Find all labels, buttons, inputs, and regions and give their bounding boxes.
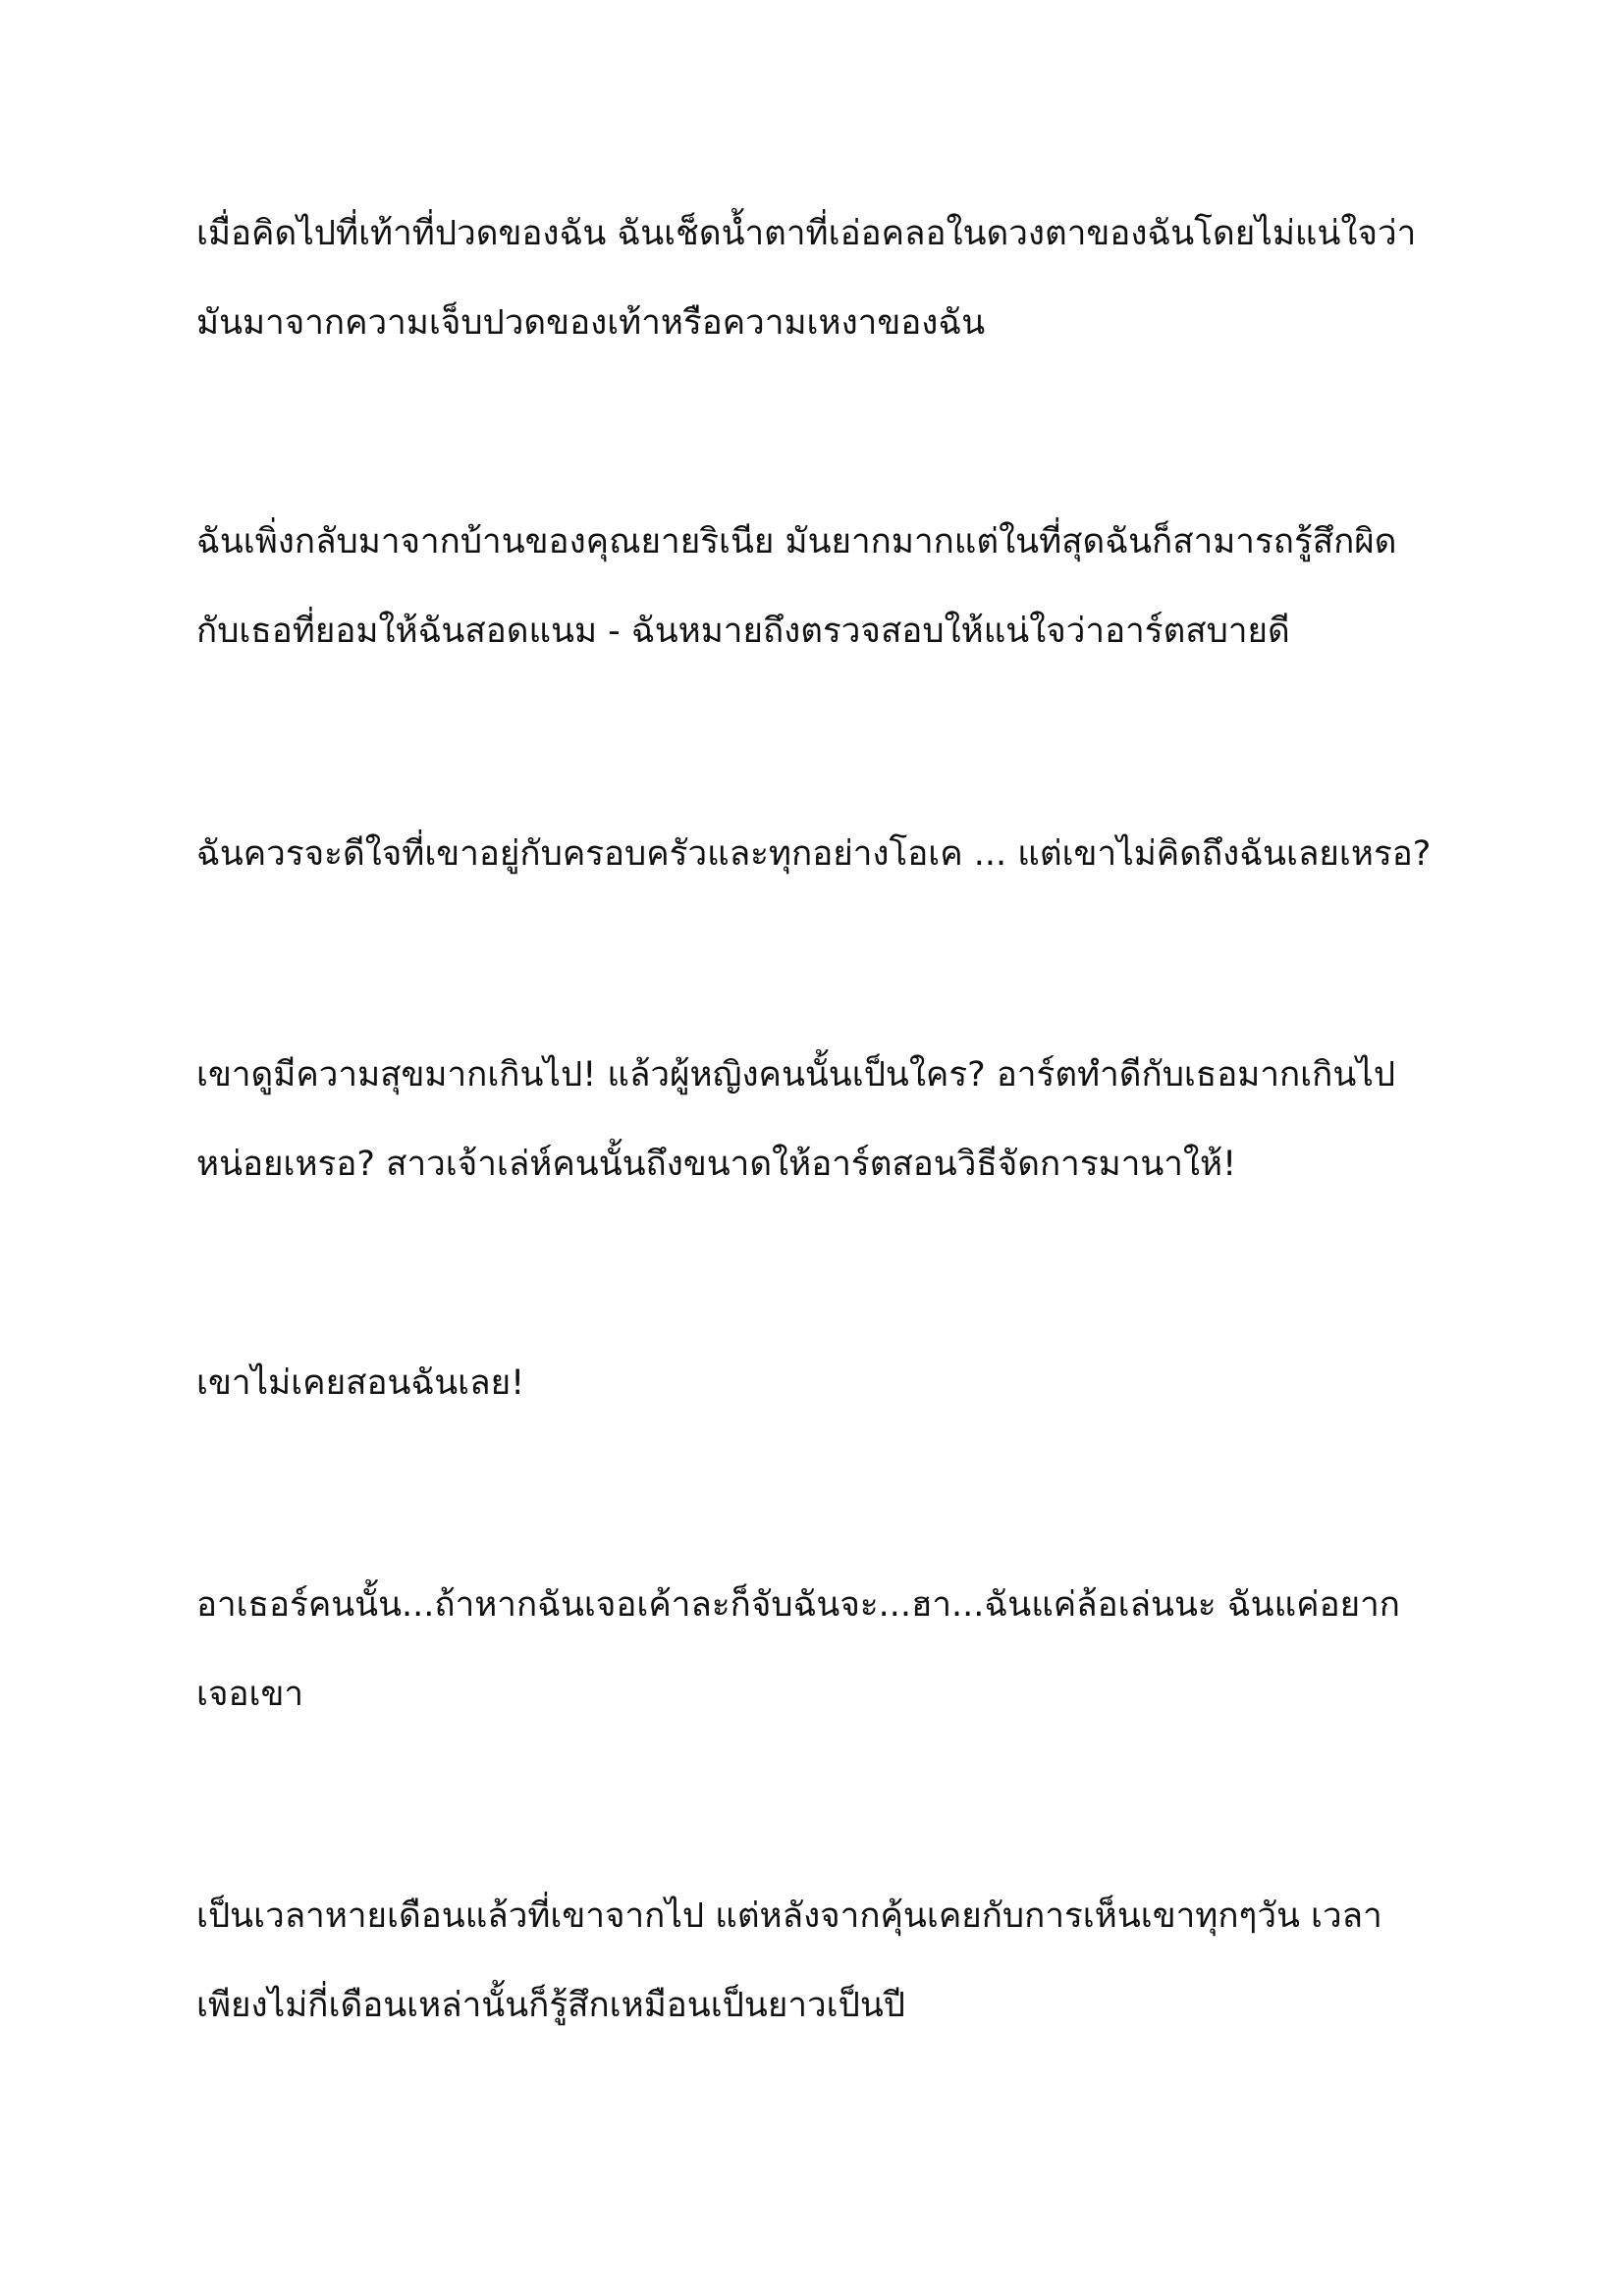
paragraph-5-line-1: เขาไม่เคยสอนฉันเลย! xyxy=(196,1363,525,1403)
paragraph-7 xyxy=(196,1872,1453,2051)
paragraph-6-line-2: เจอเขา xyxy=(196,1675,304,1714)
paragraph-1-line-2: มันมาจากความเจ็บปวดของเท้าหรือความเหงาของฉัน xyxy=(196,303,986,343)
paragraph-2-line-1: ฉันเพิ่งกลับมาจากบ้านของคุณยายริเนีย มันยากมากแต่ในที่สุดฉันก็สามารถรู้สึกผิด xyxy=(196,522,1397,561)
paragraph-5 xyxy=(196,1339,1453,1428)
paragraph-6-line-1: อาเธอร์คนนั้น...ถ้าหากฉันเจอเค้าละก็จับฉันจะ...ฮา...ฉันแค่ล้อเล่นนะ ฉันแค่อยาก xyxy=(196,1585,1400,1625)
paragraph-7-line-1: เป็นเวลาหายเดือนแล้วที่เขาจากไป แต่หลังจากคุ้นเคยกับการเห็นเขาทุกๆวัน เวลา xyxy=(196,1896,1382,1936)
paragraph-4-line-1: เขาดูมีความสุขมากเกินไป! แล้วผู้หญิงคนนั้นเป็นใคร? อาร์ตทำดีกับเธอมากเกินไป xyxy=(196,1055,1396,1095)
paragraph-6 xyxy=(196,1561,1453,1739)
paragraph-7-line-2: เพียงไม่กี่เดือนเหล่านั้นก็รู้สึกเหมือนเป็นยาวเป็นปี xyxy=(196,1986,905,2025)
paragraph-2-line-2: กับเธอที่ยอมให้ฉันสอดแนม - ฉันหมายถึงตรวจสอบให้แน่ใจว่าอาร์ตสบายดี xyxy=(196,612,1290,651)
paragraph-4 xyxy=(196,1031,1453,1209)
paragraph-1 xyxy=(196,189,1453,368)
paragraph-4-line-2: หน่อยเหรอ? สาวเจ้าเล่ห์คนนั้นถึงขนาดให้อาร์ตสอนวิธีจัดการมานาให้! xyxy=(196,1145,1237,1184)
paragraph-3-line-1: ฉันควรจะดีใจที่เขาอยู่กับครอบครัวและทุกอย่างโอเค ... แต่เขาไม่คิดถึงฉันเลยเหรอ? xyxy=(196,834,1432,874)
paragraph-1-line-1: เมื่อคิดไปที่เท้าที่ปวดของฉัน ฉันเช็ดน้ำตาที่เอ่อคลอในดวงตาของฉันโดยไม่แน่ใจว่า xyxy=(196,214,1417,253)
paragraph-2 xyxy=(196,498,1453,676)
paragraph-3 xyxy=(196,810,1453,899)
